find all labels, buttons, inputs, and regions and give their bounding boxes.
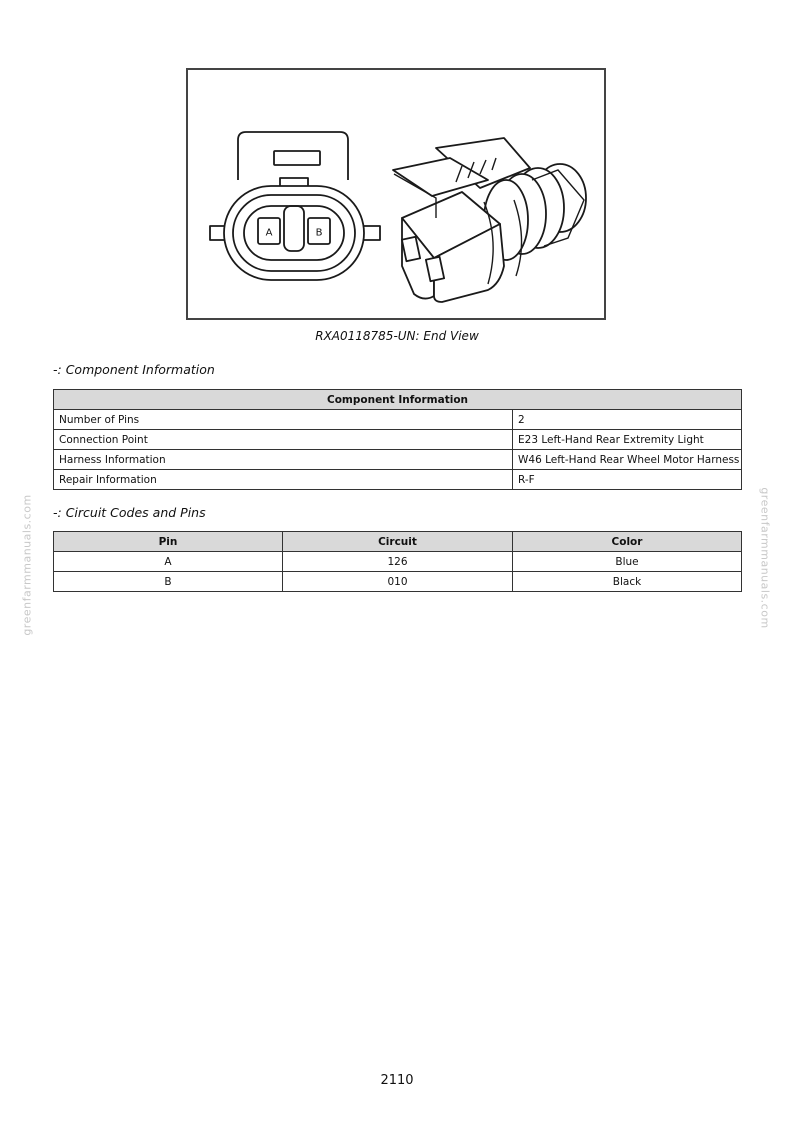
table-row [54,552,742,572]
row-label: Number of Pins [54,410,513,430]
table-row [54,450,742,470]
table-row [54,410,742,430]
table-row [54,572,742,592]
circuit-codes-heading: -: Circuit Codes and Pins [53,505,206,520]
table-header-row [54,390,742,410]
component-info-table-title: Component Information [54,390,742,410]
watermark-right: greenfarmmanuals.com [758,487,772,629]
row-label: Harness Information [54,450,513,470]
column-header-color: Color [513,532,742,552]
circuit-codes-table [53,531,742,592]
table-row [54,430,742,450]
watermark-left: greenfarmmanuals.com [20,494,34,636]
circuit-cell: 010 [283,572,513,592]
pin-cell: B [54,572,283,592]
row-value: W46 Left-Hand Rear Wheel Motor Harness [513,450,742,470]
page-number: 2110 [380,1073,414,1088]
row-value: R-F [513,470,742,490]
connector-illustration [188,70,604,318]
pin-b-label: B [315,227,323,239]
circuit-cell: 126 [283,552,513,572]
component-info-table [53,389,742,490]
table-row [54,470,742,490]
row-value: 2 [513,410,742,430]
component-info-heading: -: Component Information [53,362,215,377]
column-header-pin: Pin [54,532,283,552]
pin-a-label: A [265,227,273,239]
row-label: Connection Point [54,430,513,450]
row-value: E23 Left-Hand Rear Extremity Light [513,430,742,450]
column-header-circuit: Circuit [283,532,513,552]
color-cell: Blue [513,552,742,572]
color-cell: Black [513,572,742,592]
table-header-row [54,532,742,552]
connector-figure [186,68,606,320]
figure-caption: RXA0118785-UN: End View [315,329,479,343]
row-label: Repair Information [54,470,513,490]
pin-cell: A [54,552,283,572]
